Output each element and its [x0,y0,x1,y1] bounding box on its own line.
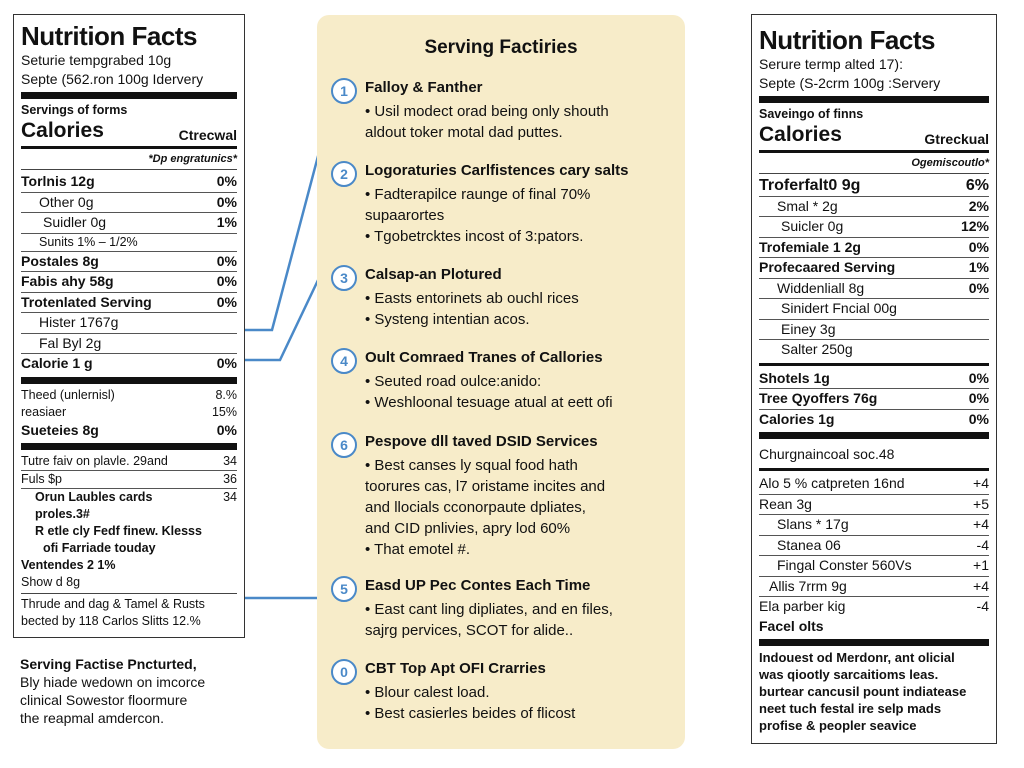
thick-divider [759,432,989,439]
nutrient-row [759,389,989,410]
nutrient-value: 0% [216,421,237,438]
nutrient-name: Trofemiale 1 2g [759,238,861,255]
step-bullets [365,288,579,330]
detail-line [21,523,237,540]
nutrient-name: Stanea 06 [777,536,841,553]
nutrient-row [759,258,989,279]
nutrient-row [759,597,989,617]
calories-header [21,119,237,143]
serving-size-line: Serure termp alted 17): [759,56,903,72]
detail-line [21,540,237,557]
footer-line: burtear cancusil pount indiatease [759,683,967,699]
panel-title: Serving Factiries [424,37,578,58]
nutrient-row [759,238,989,259]
step-bullet: • Systeng intentian acos. [365,311,530,328]
label-title: Nutrition Facts [21,21,197,51]
step-number-badge: 4 [331,348,357,374]
nutrient-value [233,234,237,251]
nutrient-row [759,320,989,341]
nutrient-row [759,279,989,300]
serving-steps-panel [317,15,685,749]
step-bullet: supaarortes [365,207,445,224]
thin-divider [21,169,237,170]
step-title: Oult Comraed Tranes of Callories [365,349,603,366]
servings-label: Saveingo of finns [759,107,864,121]
nutrient-value [233,313,237,333]
step-number-badge: 3 [331,265,357,291]
nutrient-name: Rean 3g [759,495,812,512]
step-number-badge: 2 [331,161,357,187]
nutrient-name: Sunits 1% – 1/2% [39,234,138,249]
nutrient-value: 8.% [215,387,237,402]
nutrient-name: reasiaer [21,404,67,419]
nutrient-name: Fal Byl 2g [39,334,102,351]
nutrient-row [759,536,989,557]
daily-value-header: *Dp engratunics* [148,153,237,165]
step-title: Calsap-an Plotured [365,266,502,283]
nutrient-name: Suicler 0g [781,218,844,234]
step-title: Pespove dll taved DSID Services [365,433,598,450]
step-bullets [365,455,605,560]
detail-text: ofi Farriade touday [43,541,156,555]
nutrient-name: Smal * 2g [777,197,838,214]
nutrient-value: 0% [968,279,989,296]
nutrient-name: Ela parber kig [759,598,846,614]
detail-value: 34 [223,490,237,504]
detail-text: proles.3# [35,507,90,521]
nutrient-row [21,453,237,471]
caption-title: Serving Factise Pncturted, [20,656,197,672]
nutrient-row [759,515,989,536]
step-title: Logoraturies Carlfistences cary salts [365,162,629,179]
calories-label: Calories [759,123,842,146]
nutrient-name: Hister 1767g [39,314,119,330]
right-nutrition-label [751,14,997,744]
caption-line: Bly hiade wedown on imcorce [20,674,206,690]
serving-size-line: Seturie tempgrabed 10g [21,52,172,68]
nutrient-row [759,369,989,390]
daily-value-header: Ogemiscoutlo* [911,157,989,169]
nutrient-value: 0% [216,355,237,371]
thick-divider [759,639,989,646]
footer-line: Indouest od Merdonr, ant olicial [759,649,955,665]
step-bullet: aldout toker motal dad puttes. [365,124,563,141]
step-bullet: toorures cas, l7 oristame incites and [365,478,606,495]
nutrient-name: Slans * 17g [777,516,849,532]
label-title: Nutrition Facts [759,25,935,55]
nutrient-name: Profecaared Serving [759,259,896,275]
step-title: CBT Top Apt OFI Crarries [365,660,546,677]
nutrient-row [759,299,989,320]
nutrient-value: 0% [216,173,237,189]
thick-divider [759,96,989,103]
nutrient-name: Suidler 0g [43,214,107,230]
footer-line: was qiootly sarcaitioms leas. [759,666,939,682]
nutrient-name: Tree Qyoffers 76g [759,390,878,406]
nutrient-row [759,410,989,430]
nutrient-value: +1 [973,557,989,573]
nutrient-name: Sueteies 8g [21,421,99,438]
step-number-badge: 5 [331,576,357,602]
sub-header: Churgnaincoal soc.48 [759,446,895,462]
nutrient-name: Trotenlated Serving [21,293,152,310]
step-bullet: • Blour calest load. [365,684,490,701]
medium-divider [21,146,237,149]
nutrient-row [21,293,237,314]
nutrient-name: Fabis ahy 58g [21,273,114,289]
step-bullet: • Weshloonal tesuage atual at eett ofi [365,394,613,411]
footer-line: neet tuch festal ire selp mads [759,700,942,716]
medium-divider [759,468,989,471]
nutrient-value [233,334,237,354]
misc-line: Show d 8g [21,575,81,589]
nutrient-value: -4 [976,536,989,553]
medium-divider [759,150,989,153]
step-bullet: • Fadterapilce raunge of final 70% [365,186,591,203]
calories-value: Gtreckual [924,131,989,147]
nutrient-name: Other 0g [39,193,94,210]
nutrient-name: Calories 1g [759,410,835,427]
serving-size-line: Septe (562.ron 100g Idervery [21,71,204,87]
thin-divider [759,173,989,174]
thick-divider [21,443,237,450]
caption-line: the reapmal amdercon. [20,710,164,726]
step-bullets [365,682,575,724]
step-bullet: • That emotel #. [365,541,471,558]
nutrient-row [21,193,237,214]
nutrient-value: +4 [973,577,989,594]
step-bullets [365,599,613,641]
step-bullets [365,371,613,413]
thick-divider [21,92,237,99]
nutrient-name: Fingal Conster 560Vs [777,557,912,573]
nutrient-name: Alo 5 % catpreten 16nd [759,475,905,491]
nutrient-value: -4 [976,598,989,614]
step-bullet: • Best casierles beides of flicost [365,705,576,722]
nutrient-value: 1% [968,259,989,275]
nutrient-name: Calorie 1 g [21,355,93,371]
nutrient-value: 15% [211,404,237,419]
detail-line [21,506,237,523]
step-bullet: sajrg pervices, SCOT for alide.. [365,622,574,639]
caption-line: clinical Sowestor floormure [20,692,188,708]
nutrient-value: 0% [968,369,989,386]
thick-divider [21,377,237,384]
nutrient-row [759,556,989,577]
nutrient-value: 0% [216,252,237,269]
nutrient-row [759,176,989,197]
nutrient-value: 2% [968,197,989,214]
step-bullet: • Tgobetrcktes incost of 3:pators. [365,228,584,245]
nutrient-value: +5 [973,495,989,512]
step-title: Easd UP Pec Contes Each Time [365,577,591,594]
servings-label: Servings of forms [21,103,128,117]
nutrient-value: 36 [223,472,237,486]
nutrient-row [21,213,237,234]
nutrient-row [759,197,989,218]
nutrient-row [21,404,237,421]
serving-size-line: Septe (S-2crm 100g :Servery [759,75,941,91]
facel-line: Facel olts [759,617,824,634]
nutrient-value: +4 [973,475,989,491]
nutrient-row [759,577,989,598]
step-number-badge: 0 [331,659,357,685]
calories-label: Calories [21,119,104,142]
step-number-badge: 6 [331,432,357,458]
step-bullet: and llocials cconorpaute dpliates, [365,499,586,516]
nutrient-row [21,272,237,293]
nutrient-value: 0% [216,273,237,289]
nutrient-value [985,299,989,319]
footer-line: profise & peopler seavice [759,717,917,733]
nutrient-row [21,334,237,355]
detail-line [21,489,237,506]
nutrient-row [21,313,237,334]
nutrient-name: Widdenliall 8g [777,279,865,296]
nutrient-name: Postales 8g [21,252,99,269]
nutrient-value: 0% [968,238,989,255]
nutrient-name: Tutre faiv on plavle. 29and [21,454,168,468]
nutrient-row [21,252,237,273]
nutrient-row [21,172,237,193]
detail-text: R etle cly Fedf finew. Klesss [35,524,202,538]
nutrient-name: Einey 3g [781,320,836,337]
step-bullet: • East cant ling dipliates, and en files, [365,601,613,618]
thin-divider [21,593,237,594]
nutrient-value: 34 [223,454,237,468]
step-bullets [365,184,590,247]
step-title: Falloy & Fanther [365,79,483,96]
step-bullet: • Easts entorinets ab ouchl rices [365,290,579,307]
nutrient-value: 12% [960,218,989,234]
nutrient-row [21,471,237,489]
calories-header [759,123,989,147]
nutrient-name: Torlnis 12g [21,173,95,189]
calories-value: Ctrecwal [178,127,237,143]
footer-line: bected by 118 Carlos Slitts 12.% [21,614,201,628]
step-bullet: and CID pnlivies, apry lod 60% [365,520,571,537]
medium-divider [759,363,989,366]
nutrient-value: 6% [965,177,989,194]
nutrient-value [985,340,989,360]
nutrient-name: Sinidert Fncial 00g [781,300,897,316]
detail-text: Orun Laubles cards [35,490,153,504]
step-bullet: • Usil modect orad being only shouth [365,103,609,120]
nutrient-row [21,234,237,252]
nutrient-row [21,354,237,374]
misc-line: Ventendes 2 1% [21,558,116,572]
nutrient-name: Salter 250g [781,341,853,357]
nutrient-row [21,421,237,441]
nutrient-value: 0% [968,390,989,406]
nutrient-value: 0% [216,193,237,210]
nutrient-value: 0% [216,293,237,310]
nutrient-row [759,495,989,516]
nutrient-value: 1% [216,214,237,230]
nutrient-name: Shotels 1g [759,369,830,386]
nutrient-name: Allis 7rrm 9g [769,577,847,594]
left-caption [20,655,250,727]
nutrient-value: 0% [968,410,989,427]
left-nutrition-label [13,14,245,638]
step-bullet: • Seuted road oulce:anido: [365,373,542,390]
nutrient-row [21,387,237,404]
step-number-badge: 1 [331,78,357,104]
nutrient-name: Fuls $p [21,472,62,486]
step-bullet: • Best canses ly squal food hath [365,457,578,474]
nutrient-row [759,474,989,495]
nutrient-name: Troferfalt0 9g [759,177,861,194]
nutrient-name: Theed (unlernisl) [21,387,115,402]
nutrient-row [759,340,989,360]
nutrient-row [759,217,989,238]
nutrient-value: +4 [973,516,989,532]
step-bullets [365,101,609,143]
nutrient-value [985,320,989,340]
footer-line: Thrude and dag & Tamel & Rusts [21,597,205,611]
